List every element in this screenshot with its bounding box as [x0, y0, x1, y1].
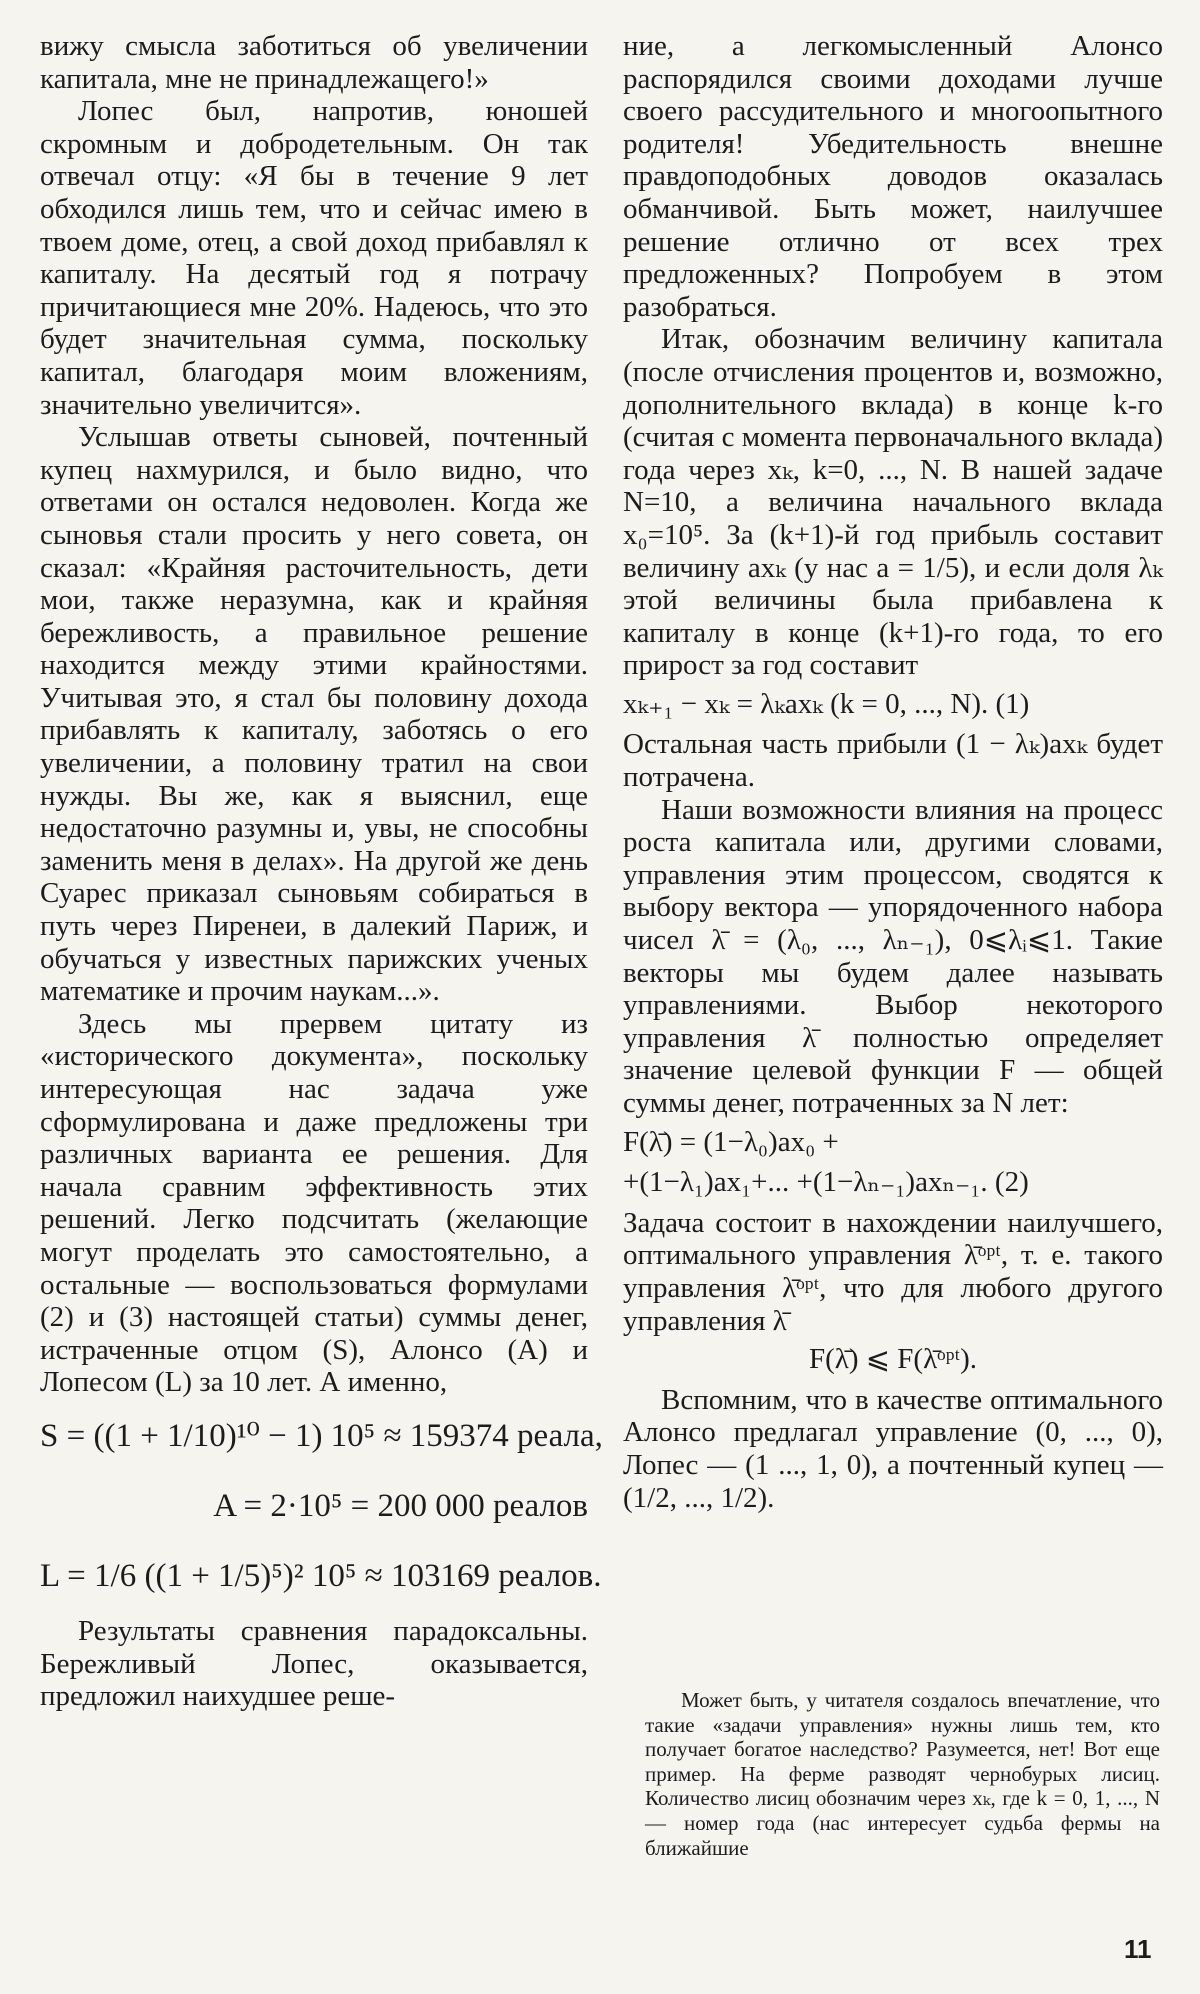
left-column [40, 30, 603, 1713]
right-paragraph-5: Вспомним, что в качестве оптимального Алонсо предлагал управление (0, ..., 0), Лопес — (1 ..., 1, 0), а почтенный купец — (1/2, ..., 1/2). [623, 1383, 1163, 1514]
formula-3: F(λ̄) ⩽ F(λ̄ᵒᵖᵗ). [809, 1343, 977, 1376]
formula-2a: F(λ̄) = (1−λ₀)ax₀ + [623, 1125, 839, 1158]
formula-a: A = 2·10⁵ = 200 000 реалов [213, 1487, 588, 1524]
left-paragraph-2: Лопес был, напротив, юношей скромным и добродетельным. Он так отвечал отцу: «Я бы в течение 9 лет обходился лишь тем, что и сейчас имею в твоем доме, отец, а свой доход прибавлял к капиталу. На десятый год я потрачу причитающиеся мне 20%. Надеюсь, что это будет значительная сумма, поскольку капитал, благодаря моим вложениям, значительно увеличится». [40, 95, 588, 421]
right-paragraph-2b: Остальная часть прибыли (1 − λₖ)axₖ будет потрачена. [623, 728, 1163, 794]
left-paragraph-4: Здесь мы прервем цитату из «исторического документа», поскольку интересующая нас задача уже сформулирована и даже предложены три различных варианта ее решения. Для начала сравним эффективность этих решений. Легко подсчитать (желающие могут проделать это самостоятельно, а остальные — воспользоваться формулами (2) и (3) настоящей статьи) суммы денег, истраченные отцом (S), Алонсо (A) и Лопесом (L) за 10 лет. А именно, [40, 1007, 588, 1399]
formula-l: L = 1/6 ((1 + 1/5)⁵)² 10⁵ ≈ 103169 реалов. [40, 1557, 602, 1594]
footnote-text: Может быть, у читателя создалось впечатление, что такие «задачи управления» нужны лишь тем, кто получает богатое наследство? Разумеется, нет! Вот еще пример. На ферме разводят чернобурых лисиц. Количество лисиц обозначим через xₖ, где k = 0, 1, ..., N — номер года (нас интересует судьба фермы на ближайшие [645, 1688, 1160, 1860]
left-paragraph-5: Результаты сравнения парадоксальны. Бережливый Лопес, оказывается, предложил наихудшее реше- [40, 1614, 588, 1713]
page-number: 11 [1124, 1934, 1152, 1964]
right-paragraph-3: Наши возможности влияния на процесс роста капитала или, другими словами, управления этим процессом, сводятся к выбору вектора — упорядоченного набора чисел λ̄ = (λ₀, ..., λₙ₋₁), 0⩽λᵢ⩽1. Такие векторы мы будем далее называть управлениями. Выбор некоторого управления λ̄ полностью определяет значение целевой функции F — общей суммы денег, потраченных за N лет: [623, 793, 1163, 1119]
right-column [623, 30, 1163, 1514]
left-paragraph-3: Услышав ответы сыновей, почтенный купец нахмурился, и было видно, что ответами он остался недоволен. Когда же сыновья стали просить у него совета, он сказал: «Крайняя расточительность, дети мои, также неразумна, как и крайняя бережливость, а правильное решение находится между этими крайностями. Учитывая это, я стал бы половину дохода прибавлять к капиталу, заботясь о его увеличении, а половину тратил на свои нужды. Вы же, как я выяснил, еще недостаточно разумны и, увы, не способны заменить меня в делах». На другой же день Суарес приказал сыновьям собираться в путь через Пиренеи, в далекий Париж, и обучаться у известных парижских ученых математике и прочим наукам...». [40, 421, 588, 1008]
footnote [645, 1688, 1160, 1860]
right-paragraph-1: ние, а легкомысленный Алонсо распорядился своими доходами лучше своего рассудительного и многоопытного родителя! Убедительность внешне правдоподобных доводов оказалась обманчивой. Быть может, наилучшее решение отлично от всех трех предложенных? Попробуем в этом разобраться. [623, 30, 1163, 323]
formula-2b: +(1−λ₁)ax₁+... +(1−λₙ₋₁)axₙ₋₁. (2) [623, 1166, 1029, 1199]
left-paragraph-1: вижу смысла заботиться об увеличении капитала, мне не принадлежащего!» [40, 30, 588, 95]
formula-1: xₖ₊₁ − xₖ = λₖaxₖ (k = 0, ..., N). (1) [623, 687, 1030, 720]
right-paragraph-4: Задача состоит в нахождении наилучшего, оптимального управления λ̄ᵒᵖᵗ, т. е. такого управления λ̄ᵒᵖᵗ, что для любого другого управления λ̄ [623, 1206, 1163, 1337]
right-paragraph-2: Итак, обозначим величину капитала (после отчисления процентов и, возможно, дополнительного вклада) в конце k-го (считая с момента первоначального вклада) года через xₖ, k=0, ..., N. В нашей задаче N=10, а величина начального вклада x₀=10⁵. За (k+1)-й год прибыль составит величину axₖ (у нас a = 1/5), и если доля λₖ этой величины была прибавлена к капиталу в конце (k+1)-го года, то его прирост за год составит [623, 323, 1163, 682]
formula-s: S = ((1 + 1/10)¹⁰ − 1) 10⁵ ≈ 159374 реала, [40, 1417, 603, 1454]
